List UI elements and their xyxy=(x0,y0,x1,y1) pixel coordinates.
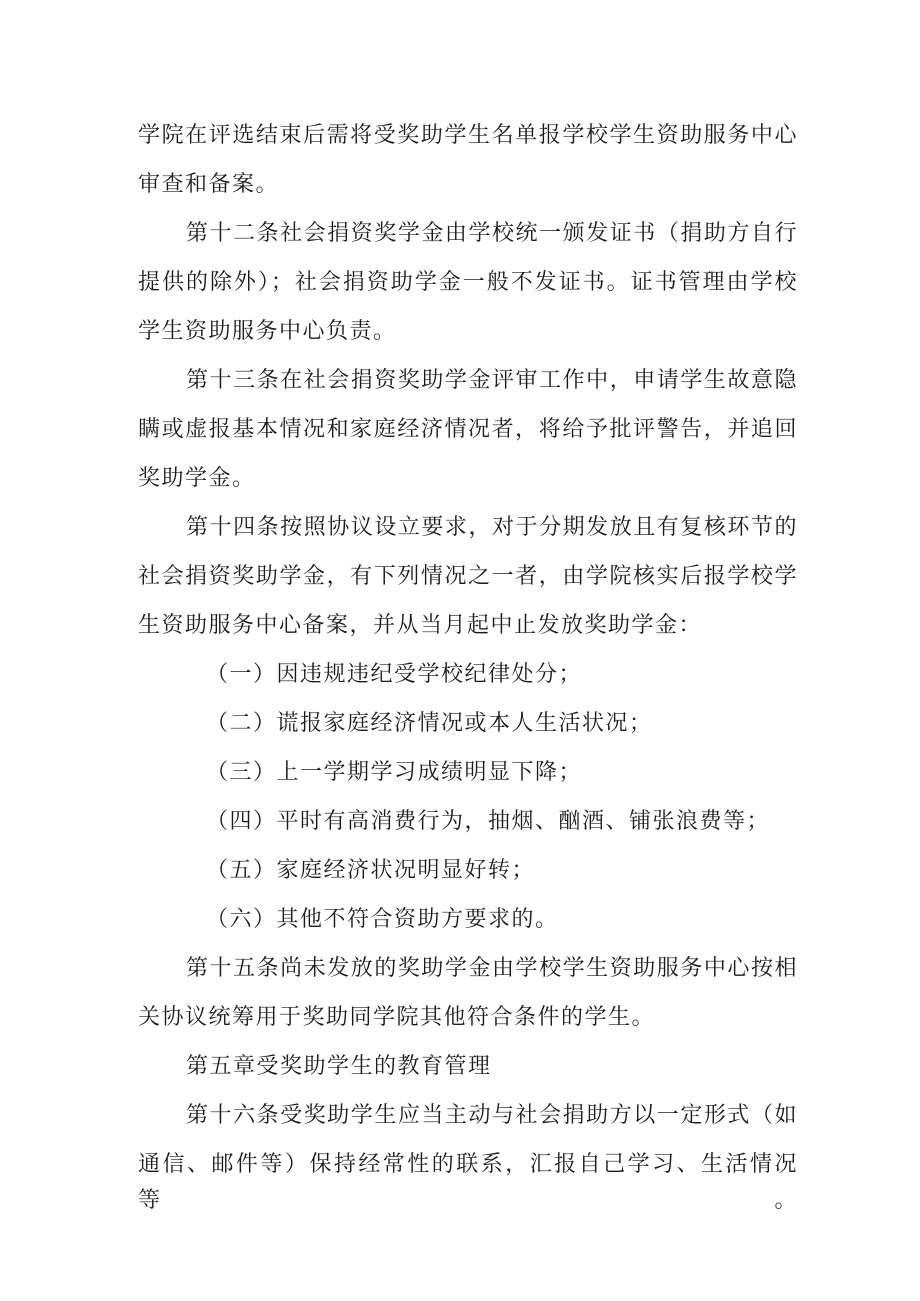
text-line: 关协议统筹用于奖助同学院其他符合条件的学生。 xyxy=(138,1005,656,1030)
text-line: 通信、邮件等）保持经常性的联系，汇报自己学习、生活情况等。 xyxy=(138,1152,798,1213)
text-line: 奖助学金。 xyxy=(138,466,256,491)
text-line: 瞒或虚报基本情况和家庭经济情况者，将给予批评警告，并追回 xyxy=(138,417,798,442)
article-15-start: 第十五条尚未发放的奖助学金由学校学生资助服务中心按相 xyxy=(186,956,798,981)
list-item: （二）谎报家庭经济情况或本人生活状况； xyxy=(206,711,653,736)
article-12-start: 第十二条社会捐资奖学金由学校统一颁发证书（捐助方自行 xyxy=(186,221,798,246)
list-item: （三）上一学期学习成绩明显下降； xyxy=(206,760,583,785)
text-line: 学生资助服务中心负责。 xyxy=(138,319,397,344)
text-line: 审查和备案。 xyxy=(138,172,280,197)
list-item: （一）因违规违纪受学校纪律处分； xyxy=(206,662,583,687)
article-14-start: 第十四条按照协议设立要求，对于分期发放且有复核环节的 xyxy=(186,515,798,540)
text-line: 学院在评选结束后需将受奖助学生名单报学校学生资助服务中心 xyxy=(138,123,798,148)
chapter-heading: 第五章受奖助学生的教育管理 xyxy=(186,1054,492,1079)
text-line: 提供的除外）；社会捐资助学金一般不发证书。证书管理由学校 xyxy=(138,270,798,295)
list-item: （六）其他不符合资助方要求的。 xyxy=(206,907,559,932)
text-line: 社会捐资奖助学金，有下列情况之一者，由学院核实后报学校学 xyxy=(138,564,798,589)
article-13-start: 第十三条在社会捐资奖助学金评审工作中，申请学生故意隐 xyxy=(186,368,798,393)
article-16-start: 第十六条受奖助学生应当主动与社会捐助方以一定形式（如 xyxy=(186,1103,798,1128)
list-item: （四）平时有高消费行为，抽烟、酗酒、铺张浪费等； xyxy=(206,809,771,834)
list-item: （五）家庭经济状况明显好转； xyxy=(206,858,536,883)
text-line: 生资助服务中心备案，并从当月起中止发放奖助学金： xyxy=(138,613,703,638)
